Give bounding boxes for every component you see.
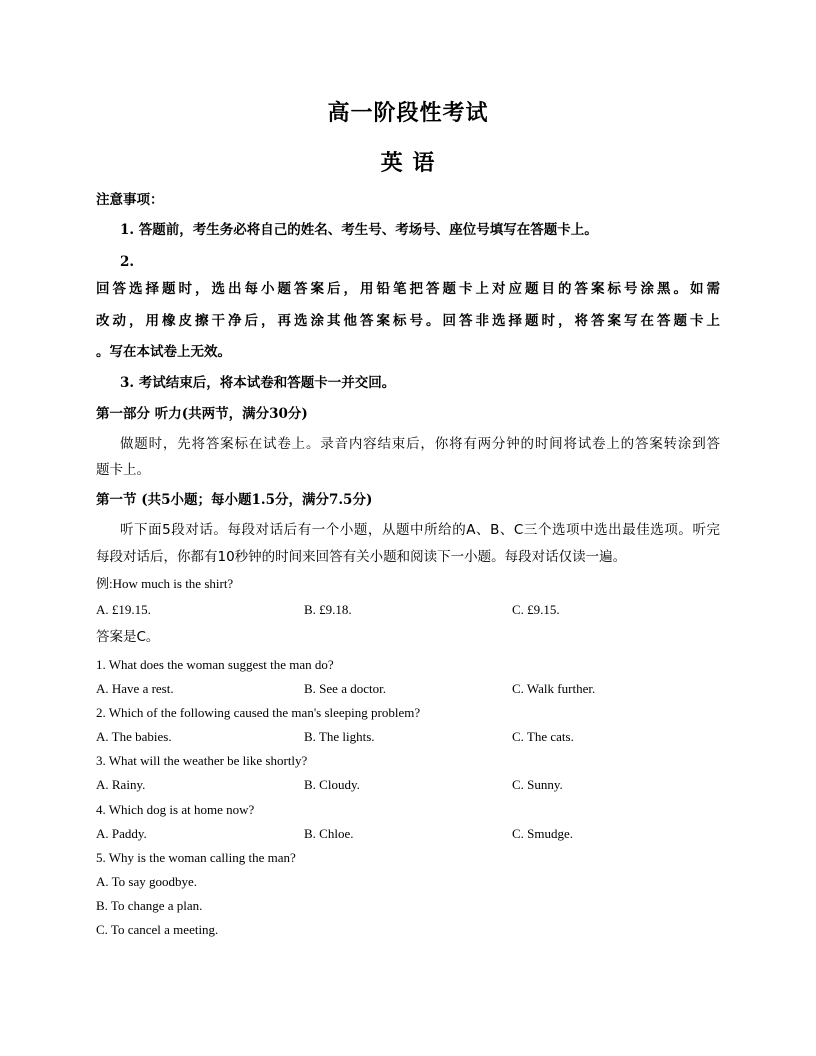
question-3-option-c: C. Sunny. [512, 777, 563, 792]
question-2-stem: 2. Which of the following caused the man's sleeping problem? [96, 705, 421, 720]
question-1-option-b: B. See a doctor. [304, 681, 386, 696]
question-3-option-a: A. Rainy. [96, 777, 146, 792]
question-4-option-a: A. Paddy. [96, 826, 147, 841]
question-4-option-c: C. Smudge. [512, 826, 574, 841]
notice-item-2-line-1: 回答选择题时，选出每小题答案后，用铅笔把答题卡上对应题目的答案标号涂黑。如需 [96, 281, 720, 297]
section1-instruction-line-1: 听下面5段对话。每段对话后有一个小题，从题中所给的A、B、C三个选项中选出最佳选项。听完 [120, 522, 720, 538]
question-4-option-b: B. Chloe. [304, 826, 354, 841]
question-1-option-c: C. Walk further. [512, 681, 596, 696]
question-3-option-b: B. Cloudy. [304, 777, 360, 792]
notice-item-1: 1. 答题前，考生务必将自己的姓名、考生号、考场号、座位号填写在答题卡上。 [120, 222, 598, 238]
notice-item-2-line-3: 。写在本试卷上无效。 [96, 344, 231, 360]
part1-instruction-line-2: 题卡上。 [96, 462, 150, 478]
section1-heading: 第一节 (共5小题；每小题1.5分，满分7.5分) [96, 492, 373, 508]
subject-title: 英 语 [380, 150, 436, 176]
example-answer: 答案是C。 [96, 629, 160, 645]
example-option-b: B. £9.18. [304, 602, 352, 617]
example-option-a: A. £19.15. [96, 602, 151, 617]
exam-title: 高一阶段性考试 [327, 100, 489, 126]
example-question: 例:How much is the shirt? [96, 576, 234, 591]
part1-heading: 第一部分 听力(共两节，满分30分) [96, 406, 308, 422]
question-5-option-c: C. To cancel a meeting. [96, 922, 219, 937]
notice-item-2-line-2: 改动，用橡皮擦干净后，再选涂其他答案标号。回答非选择题时，将答案写在答题卡上 [96, 313, 720, 329]
question-3-stem: 3. What will the weather be like shortly? [96, 753, 308, 768]
notice-item-2-number: 2. [120, 254, 135, 270]
question-2-option-b: B. The lights. [304, 729, 375, 744]
section1-instruction-line-2: 每段对话后，你都有10秒钟的时间来回答有关小题和阅读下一小题。每段对话仅读一遍。 [96, 549, 627, 565]
part1-instruction-line-1: 做题时，先将答案标在试卷上。录音内容结束后，你将有两分钟的时间将试卷上的答案转涂到答 [120, 436, 720, 452]
notice-heading: 注意事项： [96, 192, 164, 208]
question-2-option-a: A. The babies. [96, 729, 172, 744]
question-5-stem: 5. Why is the woman calling the man? [96, 850, 296, 865]
example-option-c: C. £9.15. [512, 602, 560, 617]
question-5-option-a: A. To say goodbye. [96, 874, 198, 889]
notice-item-3: 3. 考试结束后，将本试卷和答题卡一并交回。 [120, 375, 396, 391]
question-4-stem: 4. Which dog is at home now? [96, 802, 255, 817]
question-2-option-c: C. The cats. [512, 729, 574, 744]
question-5-option-b: B. To change a plan. [96, 898, 203, 913]
question-1-stem: 1. What does the woman suggest the man do? [96, 657, 334, 672]
question-1-option-a: A. Have a rest. [96, 681, 174, 696]
